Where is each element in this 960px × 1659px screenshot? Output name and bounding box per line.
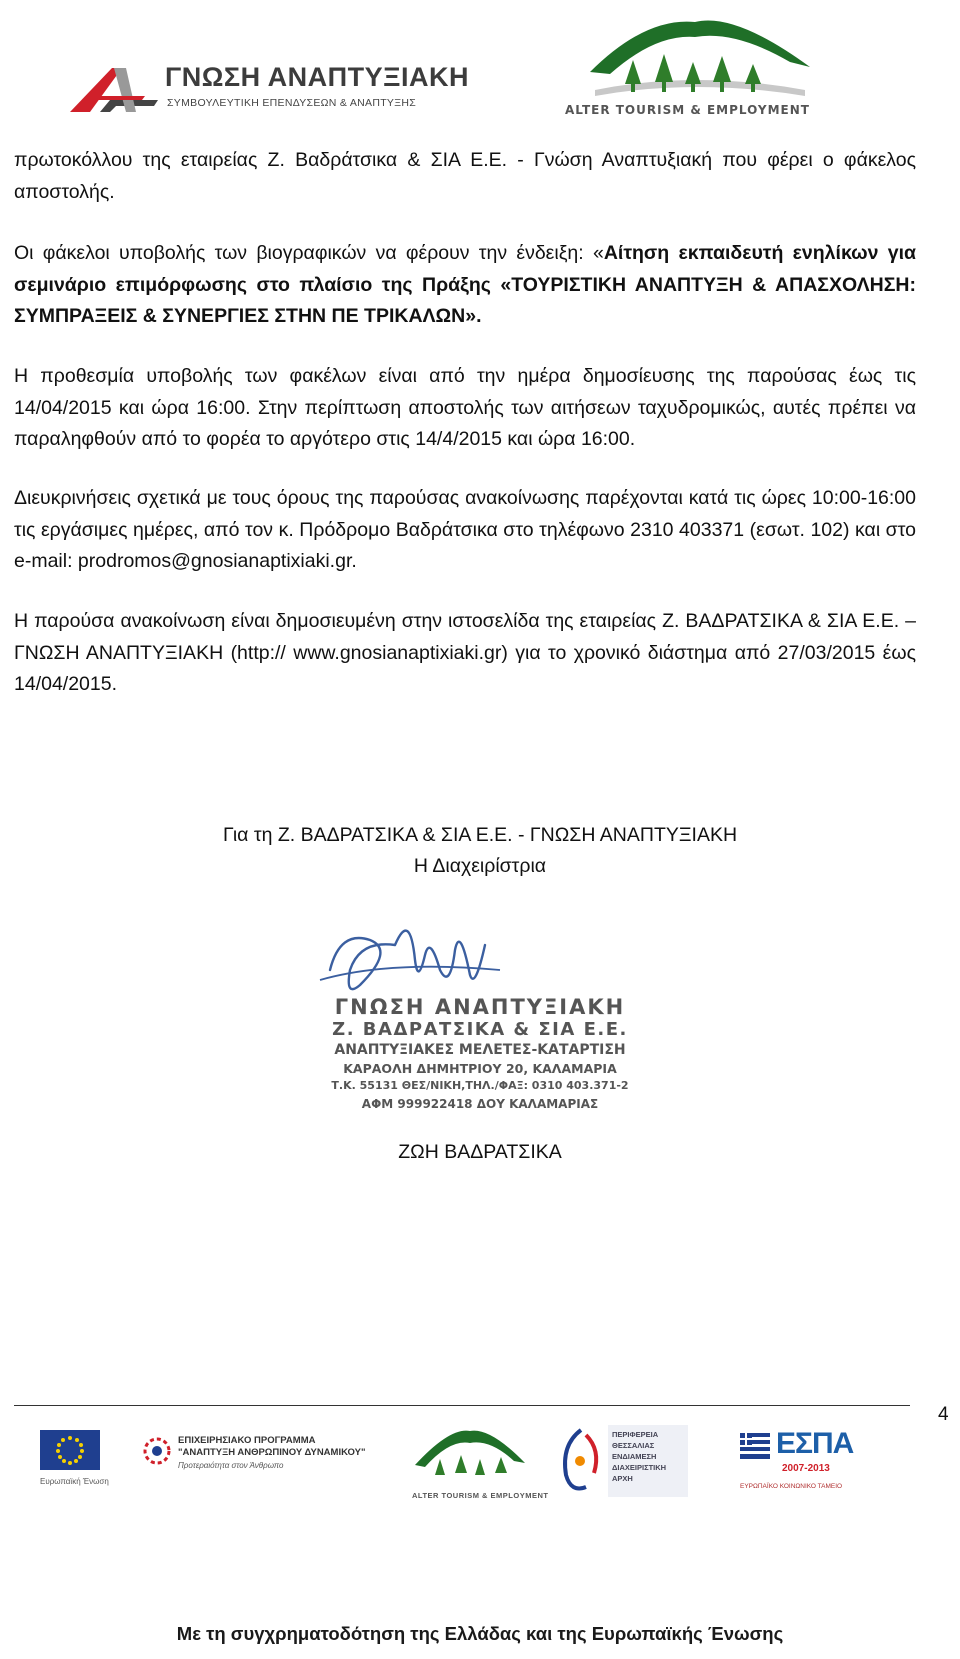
paragraph-protocol: πρωτοκόλλου της εταιρείας Ζ. Βαδράτσικα & ΣΙΑ Ε.Ε. - Γνώση Αναπτυξιακή που φέρει ο φάκελος αποστολής.: [14, 149, 916, 203]
espa-years: 2007-2013: [782, 1463, 830, 1474]
stamp-line-2: Ζ. ΒΑΔΡΑΤΣΙΚΑ & ΣΙΑ Ε.Ε.: [332, 1019, 628, 1040]
alter-tourism-footer-text: ALTER TOURISM & EMPLOYMENT: [412, 1491, 549, 1500]
espa-caption: ΕΥΡΩΠΑΪΚΟ ΚΟΙΝΩΝΙΚΟ ΤΑΜΕΙΟ: [740, 1483, 843, 1490]
alter-tourism-footer-logo: [400, 1425, 549, 1505]
envelope-label-prefix: Οι φάκελοι υποβολής των βιογραφικών να φέρουν την ένδειξη: «: [14, 242, 604, 264]
stamp-line-6: ΑΦΜ 999922418 ΔΟΥ ΚΑΛΑΜΑΡΙΑΣ: [361, 1097, 599, 1111]
gnosi-logo-mark: [70, 60, 160, 115]
funding-statement: Με τη συγχρηματοδότηση της Ελλάδας και της Ευρωπαϊκής Ένωσης: [176, 1623, 784, 1644]
ep-logo: [142, 1425, 366, 1505]
signature-role: Η Διαχειρίστρια: [413, 855, 547, 877]
region-line-1: ΠΕΡΙΦΕΡΕΙΑ: [612, 1430, 659, 1439]
ep-subtitle: Προτεραιότητα στον Άνθρωπο: [178, 1461, 284, 1470]
alter-tourism-logo-text: ALTER TOURISM & EMPLOYMENT: [565, 103, 810, 117]
region-line-4: ΔΙΑΧΕΙΡΙΣΤΙΚΗ: [612, 1463, 667, 1472]
espa-logo: [740, 1425, 860, 1505]
stamp-line-3: ΑΝΑΠΤΥΞΙΑΚΕΣ ΜΕΛΕΤΕΣ-ΚΑΤΑΡΤΙΣΗ: [334, 1042, 626, 1058]
stamp-line-1: ΓΝΩΣΗ ΑΝΑΠΤΥΞΙΑΚΗ: [334, 995, 626, 1019]
stamp-line-4: ΚΑΡΑΟΛΗ ΔΗΜΗΤΡΙΟΥ 20, ΚΑΛΑΜΑΡΙΑ: [343, 1061, 617, 1076]
region-line-5: ΑΡΧΗ: [612, 1474, 633, 1483]
alter-tourism-logo-mark: [585, 12, 815, 107]
signatory-name: ΖΩΗ ΒΑΔΡΑΤΣΙΚΑ: [398, 1141, 562, 1163]
eu-caption: Ευρωπαϊκή Ένωση: [40, 1477, 109, 1486]
espa-flag-icon: [740, 1433, 770, 1459]
stamp-line-5: Τ.Κ. 55131 ΘΕΣ/ΝΙΚΗ,ΤΗΛ./ΦΑΞ: 0310 403.371-2: [331, 1079, 629, 1092]
paragraph-deadline: Η προθεσμία υποβολής των φακέλων είναι από την ημέρα δημοσίευσης της παρούσας έως τις 14/04/2015 και ώρα 16:00. Στην περίπτωση αποστολής των αιτήσεων ταχυδρομικώς, αυτές πρέπει να παραληφθούν από το φορέα το αργότερο στις 14/4/2015 και ώρα 16:00.: [14, 365, 916, 450]
paragraph-envelope-label: [14, 238, 916, 333]
footer-divider: [14, 1405, 910, 1406]
espa-title: ΕΣΠΑ: [776, 1427, 854, 1460]
ep-title-1: ΕΠΙΧΕΙΡΗΣΙΑΚΟ ΠΡΟΓΡΑΜΜΑ: [178, 1435, 316, 1446]
region-line-3: ΕΝΔΙΑΜΕΣΗ: [612, 1452, 657, 1461]
region-thessaly-logo: [556, 1425, 696, 1505]
handwritten-signature: [300, 900, 530, 1010]
alter-tourism-footer-mark: [410, 1425, 530, 1485]
signature-on-behalf: Για τη Ζ. ΒΑΔΡΑΤΣΙΚΑ & ΣΙΑ Ε.Ε. - ΓΝΩΣΗ ΑΝΑΠΤΥΞΙΑΚΗ: [222, 824, 738, 846]
gnosi-logo-subtitle: ΣΥΜΒΟΥΛΕΥΤΙΚΗ ΕΠΕΝΔΥΣΕΩΝ & ΑΝΑΠΤΥΞΗΣ: [167, 97, 417, 109]
eu-logo: [40, 1425, 120, 1505]
ep-title-2: "ΑΝΑΠΤΥΞΗ ΑΝΘΡΩΠΙΝΟΥ ΔΥΝΑΜΙΚΟΥ": [178, 1447, 366, 1458]
ep-emblem-icon: [142, 1431, 172, 1471]
paragraph-clarifications: Διευκρινήσεις σχετικά με τους όρους της παρούσας ανακοίνωσης παρέχονται κατά τις ώρες 10:00-16:00 τις εργάσιμες ημέρες, από τον κ. Πρόδρομο Βαδράτσικα στο τηλέφωνο 2310 403371 (εσωτ. 102) και στο e-mail: prodromos@gnosianaptixiaki.gr.: [14, 487, 916, 572]
envelope-label-bold: Αίτηση εκπαιδευτή ενηλίκων για σεμινάριο επιμόρφωσης στο πλαίσιο της Πράξης «ΤΟΥΡΙΣΤΙΚΗ ΑΝΑΠΤΥΞΗ & ΑΠΑΣΧΟΛΗΣΗ: ΣΥΜΠΡΑΞΕΙΣ & ΣΥΝΕΡΓΙΕΣ ΣΤΗΝ ΠΕ ΤΡΙΚΑΛΩΝ».: [14, 242, 917, 327]
region-line-2: ΘΕΣΣΑΛΙΑΣ: [612, 1441, 655, 1450]
eu-flag-icon: [40, 1430, 100, 1470]
region-emblem-icon: [556, 1425, 606, 1495]
company-stamp: [280, 900, 680, 1120]
region-text: [612, 1429, 666, 1484]
page-number: 4: [938, 1404, 949, 1425]
gnosi-logo-title: ΓΝΩΣΗ ΑΝΑΠΤΥΞΙΑΚΗ: [165, 62, 469, 92]
paragraph-publication: Η παρούσα ανακοίνωση είναι δημοσιευμένη στην ιστοσελίδα της εταιρείας Ζ. ΒΑΔΡΑΤΣΙΚΑ & ΣΙΑ Ε.Ε. – ΓΝΩΣΗ ΑΝΑΠΤΥΞΙΑΚΗ (http:// www.gnosianaptixiaki.gr) για το χρονικό διάστημα από 27/03/2015 έως 14/04/2015.: [14, 610, 916, 695]
